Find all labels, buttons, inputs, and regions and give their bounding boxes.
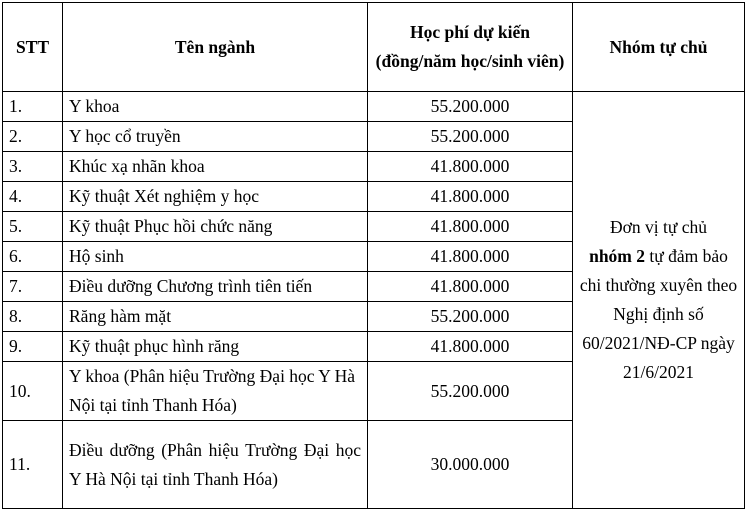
row-fee: 41.800.000 [368,272,573,302]
row-fee: 41.800.000 [368,182,573,212]
row-stt: 6. [3,242,63,272]
group-note-before: Đơn vị tự chủ [610,217,707,237]
row-major-name: Kỹ thuật Xét nghiệm y học [63,182,368,212]
row-major-name: Y khoa (Phân hiệu Trường Đại học Y Hà Nội tại tỉnh Thanh Hóa) [63,362,368,421]
row-fee: 41.800.000 [368,152,573,182]
row-fee: 55.200.000 [368,122,573,152]
row-stt: 3. [3,152,63,182]
row-major-name: Điều dưỡng Chương trình tiên tiến [63,272,368,302]
row-major-name: Kỹ thuật phục hình răng [63,332,368,362]
table-header-row [3,3,745,92]
row-stt: 11. [3,421,63,509]
autonomy-group-note [573,92,745,509]
row-major-name: Răng hàm mặt [63,302,368,332]
row-stt: 4. [3,182,63,212]
header-stt: STT [3,3,63,92]
row-stt: 8. [3,302,63,332]
row-major-name: Y học cổ truyền [63,122,368,152]
row-major-name: Điều dưỡng (Phân hiệu Trường Đại học Y Hà Nội tại tỉnh Thanh Hóa) [63,421,368,509]
row-stt: 1. [3,92,63,122]
tuition-fee-table [2,2,745,509]
row-stt: 5. [3,212,63,242]
row-fee: 30.000.000 [368,421,573,509]
row-stt: 9. [3,332,63,362]
header-major-name: Tên ngành [63,3,368,92]
row-fee: 55.200.000 [368,92,573,122]
header-expected-fee: Học phí dự kiến (đồng/năm học/sinh viên) [368,3,573,92]
row-fee: 55.200.000 [368,362,573,421]
row-stt: 10. [3,362,63,421]
row-fee: 41.800.000 [368,242,573,272]
row-fee: 41.800.000 [368,332,573,362]
header-autonomy-group: Nhóm tự chủ [573,3,745,92]
table-row [3,92,745,122]
row-major-name: Khúc xạ nhãn khoa [63,152,368,182]
group-note-bold: nhóm 2 [589,246,646,266]
row-fee: 41.800.000 [368,212,573,242]
row-major-name: Hộ sinh [63,242,368,272]
group-note-after: tự đảm bảo chi thường xuyên theo Nghị định số 60/2021/NĐ-CP ngày 21/6/2021 [579,246,738,382]
row-stt: 7. [3,272,63,302]
row-major-name: Y khoa [63,92,368,122]
row-fee: 55.200.000 [368,302,573,332]
row-major-name: Kỹ thuật Phục hồi chức năng [63,212,368,242]
row-stt: 2. [3,122,63,152]
